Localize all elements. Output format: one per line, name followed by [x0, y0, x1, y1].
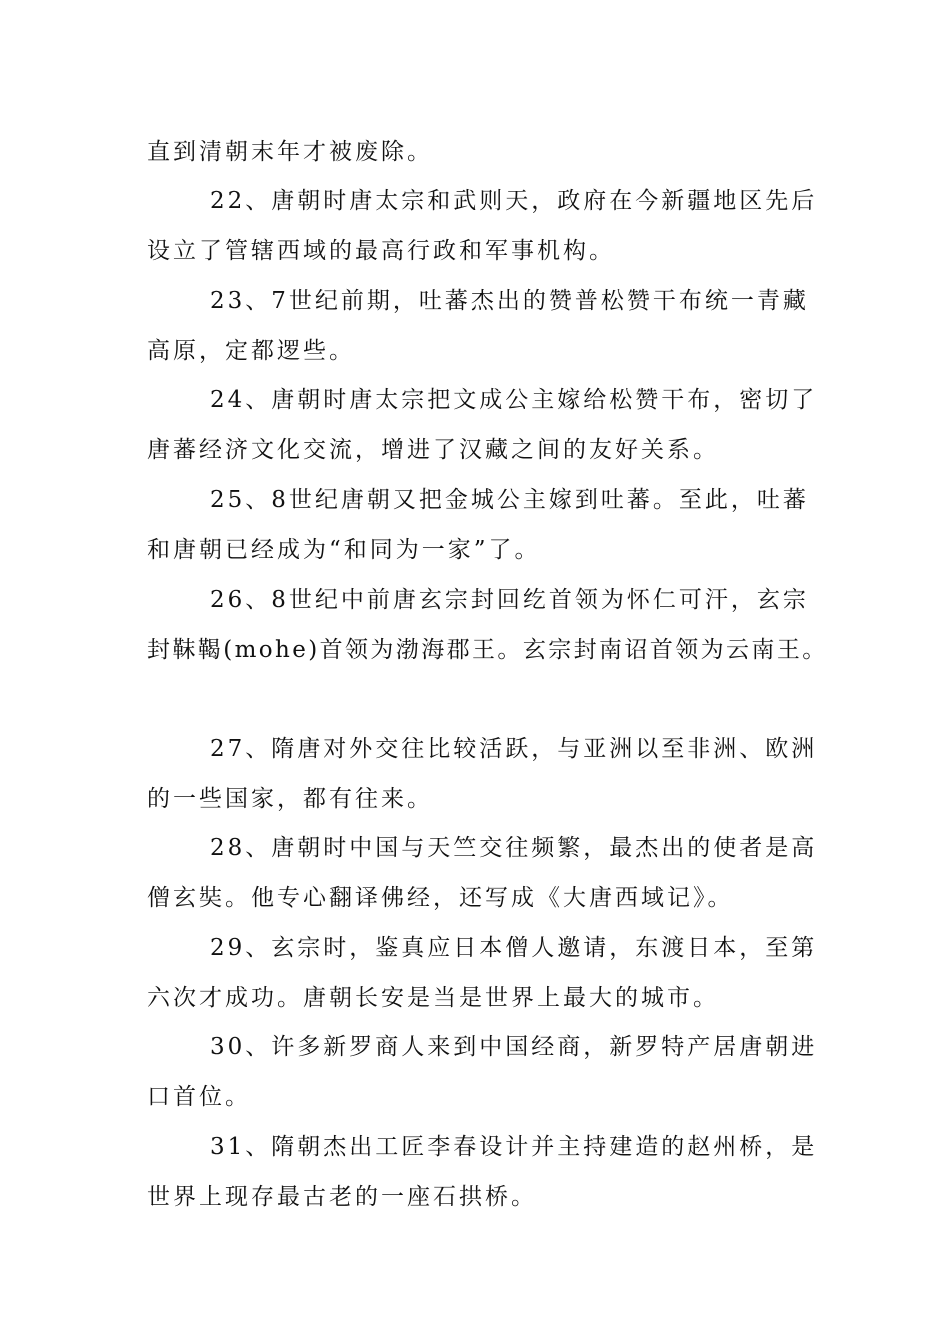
text-line: 23、7世纪前期，吐蕃杰出的赞普松赞干布统一青藏 [210, 288, 809, 314]
text-line: 直到清朝末年才被废除。 [147, 139, 433, 165]
text-line: 27、隋唐对外交往比较活跃，与亚洲以至非洲、欧洲 [210, 736, 818, 762]
text-line: 31、隋朝杰出工匠李春设计并主持建造的赵州桥，是 [210, 1134, 818, 1160]
text-line: 25、8世纪唐朝又把金城公主嫁到吐蕃。至此，吐蕃 [210, 487, 809, 513]
text-line: 六次才成功。唐朝长安是当是世界上最大的城市。 [147, 985, 719, 1011]
text-line: 28、唐朝时中国与天竺交往频繁，最杰出的使者是高 [210, 835, 818, 861]
text-line: 高原，定都逻些。 [147, 338, 355, 364]
text-line: 僧玄奘。他专心翻译佛经，还写成《大唐西域记》。 [147, 885, 734, 911]
text-line: 封靺鞨(mohe)首领为渤海郡王。玄宗封南诏首领为云南王。 [147, 637, 828, 663]
text-line: 口首位。 [147, 1084, 251, 1110]
text-line: 唐蕃经济文化交流，增进了汉藏之间的友好关系。 [147, 437, 719, 463]
text-line: 的一些国家，都有往来。 [147, 786, 433, 812]
text-line: 24、唐朝时唐太宗把文成公主嫁给松赞干布，密切了 [210, 387, 818, 413]
text-line: 29、玄宗时，鉴真应日本僧人邀请，东渡日本，至第 [210, 935, 818, 961]
text-line: 世界上现存最古老的一座石拱桥。 [147, 1184, 537, 1210]
text-line: 设立了管辖西域的最高行政和军事机构。 [147, 238, 615, 264]
text-line: 26、8世纪中前唐玄宗封回纥首领为怀仁可汗，玄宗 [210, 587, 809, 613]
text-line: 和唐朝已经成为“和同为一家”了。 [147, 537, 541, 563]
text-line: 30、许多新罗商人来到中国经商，新罗特产居唐朝进 [210, 1034, 818, 1060]
text-line: 22、唐朝时唐太宗和武则天，政府在今新疆地区先后 [210, 188, 818, 214]
